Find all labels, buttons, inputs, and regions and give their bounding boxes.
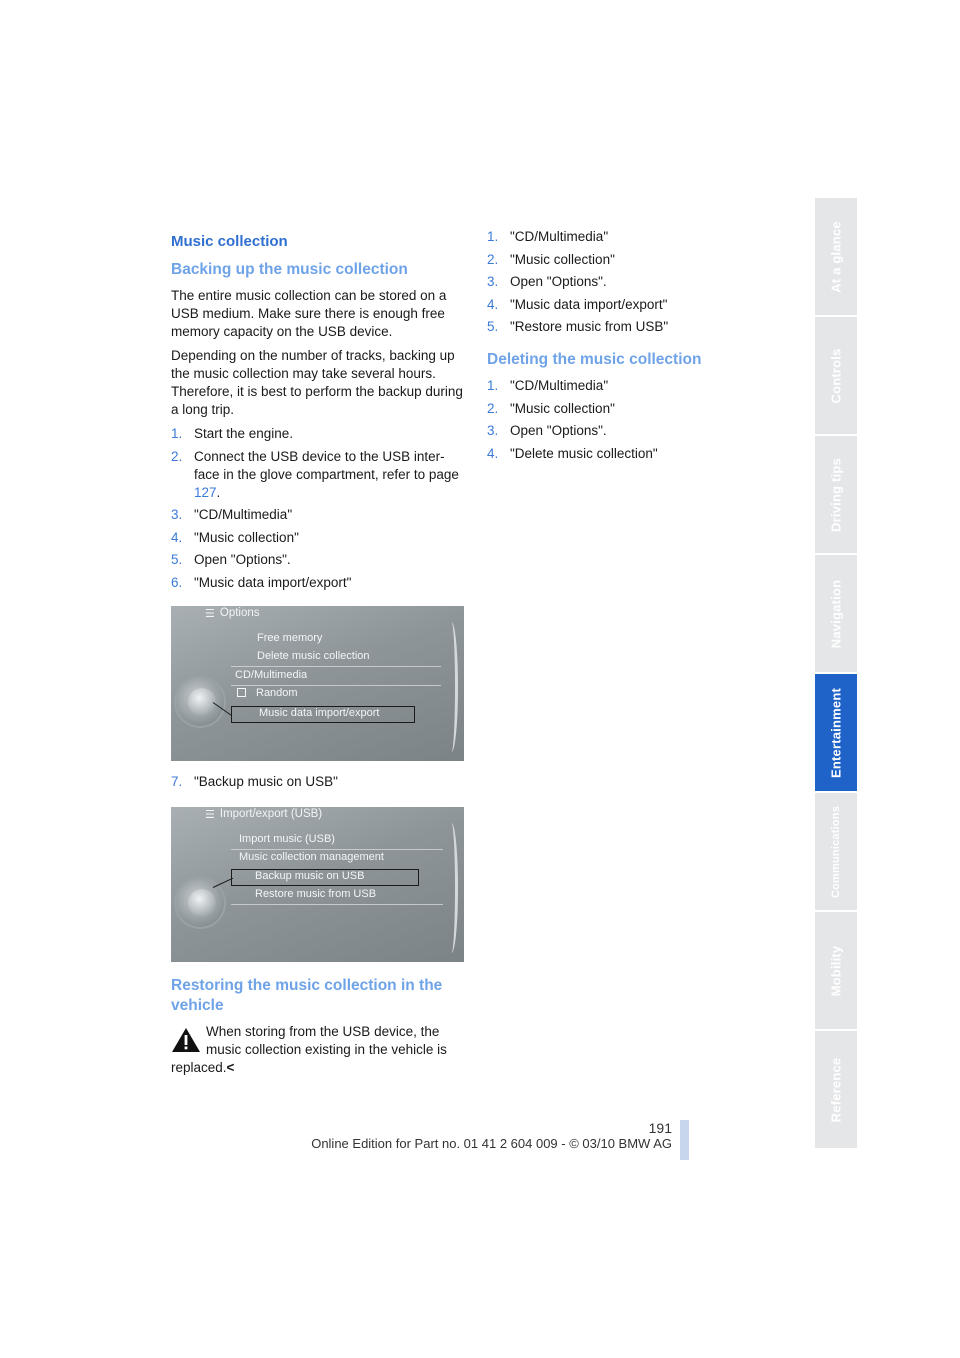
menu-item-random: Random xyxy=(237,687,298,699)
list-item: 4. "Music data import/export" xyxy=(487,296,668,312)
divider xyxy=(231,849,443,850)
list-item: 2. Connect the USB device to the USB interface in the glove compartment, refer to page 127. xyxy=(171,448,459,500)
list-item: 7. "Backup music on USB" xyxy=(171,773,338,789)
right-column xyxy=(487,228,787,469)
list-item: 2. "Music collection" xyxy=(487,400,615,416)
menu-group-label: CD/Multimedia xyxy=(235,668,308,681)
backup-step-7 xyxy=(171,773,465,791)
menu-item-restore: Restore music from USB xyxy=(255,887,377,900)
warning-note xyxy=(171,1023,465,1077)
controller-knob-icon xyxy=(188,889,216,917)
screen-title: Options xyxy=(219,607,260,619)
list-item: 3. "CD/Multimedia" xyxy=(171,507,293,522)
warning-line: music collection existing in the vehicle is xyxy=(206,1041,447,1057)
menu-item-backup: Backup music on USB xyxy=(255,869,365,882)
restore-heading: Restoring the music collection in the vehicle xyxy=(171,976,443,1014)
menu-group-label: Music collection management xyxy=(239,850,384,863)
scroll-arc xyxy=(445,622,458,752)
divider xyxy=(231,666,441,667)
tab-controls[interactable]: Controls xyxy=(815,317,857,436)
list-item: 6. "Music data import/export" xyxy=(171,574,352,590)
warning-line: replaced.< xyxy=(171,1059,235,1075)
page-number: 191 xyxy=(648,1120,672,1136)
controller-knob-icon xyxy=(188,688,216,716)
menu-item-free-memory: Free memory xyxy=(257,631,323,644)
backup-steps xyxy=(171,425,465,592)
list-item: 4. "Music collection" xyxy=(171,529,299,545)
options-screen xyxy=(171,606,464,761)
list-item: 4. "Delete music collection" xyxy=(487,445,658,461)
restore-steps xyxy=(487,228,787,336)
divider xyxy=(231,685,441,686)
import-export-screen xyxy=(171,807,464,962)
list-item: 1. "CD/Multimedia" xyxy=(487,229,609,244)
menu-item-import-export: Music data import/export xyxy=(259,706,380,719)
left-column xyxy=(171,228,465,1077)
duration-paragraph: Depending on the number of tracks, backing up the music collection may take several hours. Therefore, it is best to perform the backup during a long trip. xyxy=(171,348,463,417)
divider xyxy=(231,904,443,905)
tab-entertainment[interactable]: Entertainment xyxy=(815,674,857,793)
tab-communications[interactable]: Communications xyxy=(815,793,857,912)
tab-reference[interactable]: Reference xyxy=(815,1031,857,1150)
screen-title: Import/export (USB) xyxy=(219,808,323,820)
delete-steps xyxy=(487,377,787,463)
list-item: 5. "Restore music from USB" xyxy=(487,319,669,334)
warning-line: When storing from the USB device, the xyxy=(206,1023,440,1039)
list-item: 1. Start the engine. xyxy=(171,426,294,441)
end-mark: < xyxy=(226,1059,235,1075)
list-item: 3. Open "Options". xyxy=(487,274,607,289)
checkbox-icon xyxy=(237,688,246,697)
menu-item-delete: Delete music collection xyxy=(257,649,370,662)
chapter-tabs xyxy=(815,198,857,1150)
options-icon: ☰ xyxy=(205,607,215,620)
backup-heading: Backing up the music collection xyxy=(171,261,408,278)
list-item: 2. "Music collection" xyxy=(487,251,615,267)
tab-navigation[interactable]: Navigation xyxy=(815,555,857,674)
list-item: 3. Open "Options". xyxy=(487,423,607,438)
tab-mobility[interactable]: Mobility xyxy=(815,912,857,1031)
delete-heading: Deleting the music collection xyxy=(487,351,702,368)
list-item: 1. "CD/Multimedia" xyxy=(487,378,609,393)
intro-paragraph: The entire music collection can be stored on a USB medium. Make sure there is enough free memory capacity on the USB device. xyxy=(171,288,447,339)
screen-header xyxy=(205,808,322,821)
list-item: 5. Open "Options". xyxy=(171,552,291,567)
screen-header xyxy=(205,607,260,620)
menu-item-import: Import music (USB) xyxy=(239,832,335,845)
page-marker xyxy=(680,1120,689,1160)
tab-driving-tips[interactable]: Driving tips xyxy=(815,436,857,555)
footer-edition: Online Edition for Part no. 01 41 2 604 009 - © 03/10 BMW AG xyxy=(311,1136,672,1151)
warning-icon xyxy=(171,1027,201,1053)
options-icon: ☰ xyxy=(205,808,215,821)
page-link[interactable]: 127 xyxy=(194,484,217,500)
tab-at-a-glance[interactable]: At a glance xyxy=(815,198,857,317)
scroll-arc xyxy=(445,823,458,953)
section-heading: Music collection xyxy=(171,233,288,250)
